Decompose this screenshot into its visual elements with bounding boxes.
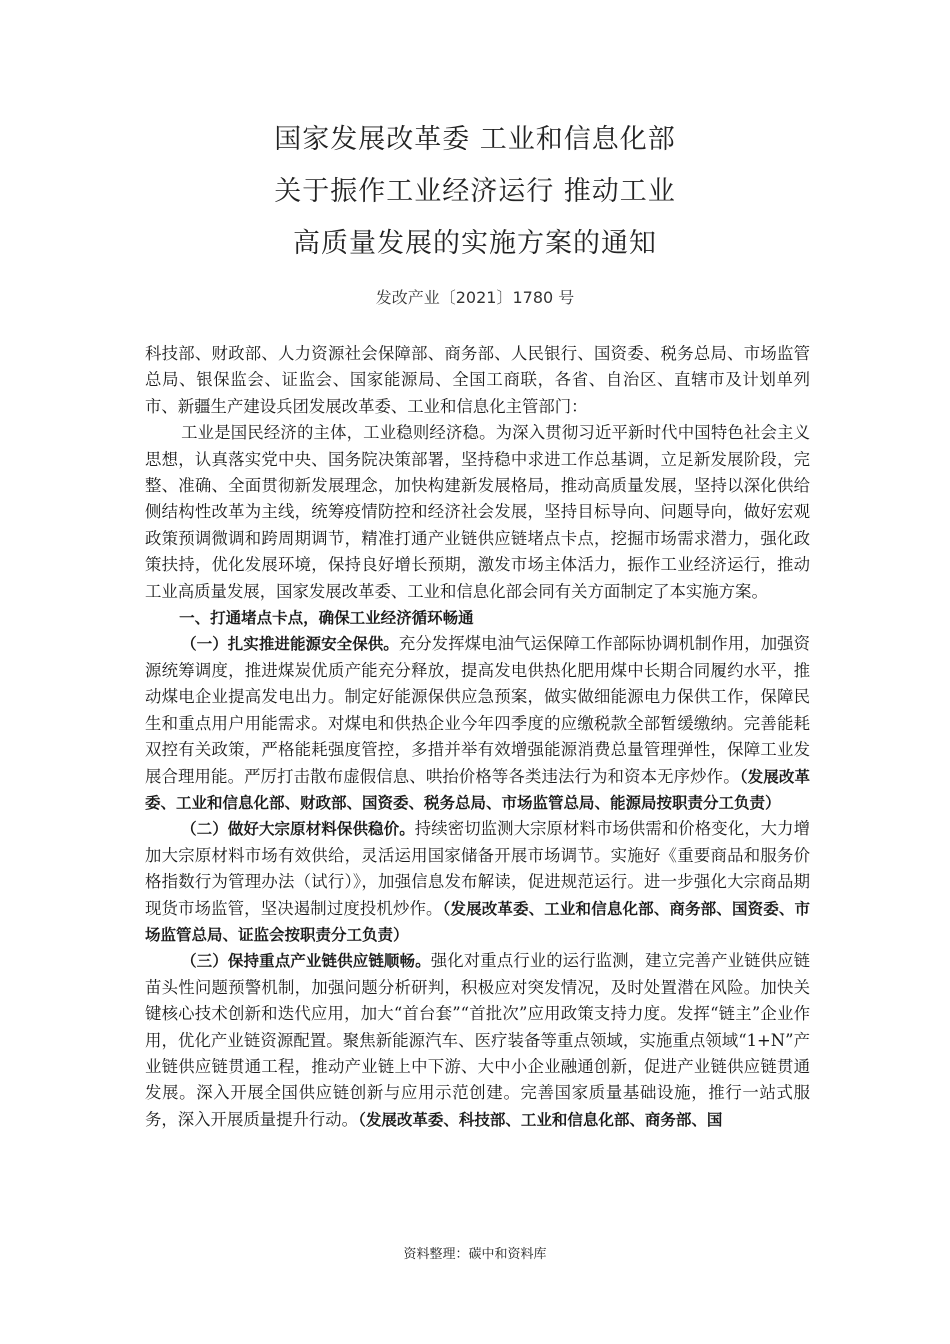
item-3-text: 强化对重点行业的运行监测，建立完善产业链供应链苗头性问题预警机制，加强问题分析研判，积极应对突发情况，及时处置潜在风险。加快关键核心技术创新和迭代应用，加大“首台套”“首批次”应用政策支持力度。发挥“链主”企业作用，优化产业链资源配置。聚焦新能源汽车、医疗装备等重点领域，实施重点领域“1+N”产业链供应链贯通工程，推动产业链上中下游、大中小企业融通创新，促进产业链供应链贯通发展。深入开展全国供应链创新与应用示范创建。完善国家质量基础设施，推行一站式服务，深入开展质量提升行动。 (145, 951, 810, 1129)
item-3-paragraph (145, 948, 810, 1133)
recipients-paragraph: 科技部、财政部、人力资源社会保障部、商务部、人民银行、国资委、税务总局、市场监管总局、银保监会、证监会、国家能源局、全国工商联，各省、自治区、直辖市及计划单列市、新疆生产建设兵团发展改革委、工业和信息化主管部门： (145, 344, 810, 416)
document-number: 发改产业〔2021〕1780 号 (375, 288, 575, 307)
item-1-responsibility: （发展改革委、工业和信息化部、财政部、国资委、税务总局、市场监管总局、能源局按职责分工负责） (145, 767, 810, 812)
section-1-heading: 一、打通堵点卡点，确保工业经济循环畅通 (179, 609, 474, 628)
item-1-lead: （一）扎实推进能源安全保供。 (181, 635, 399, 654)
item-1-paragraph (145, 631, 810, 816)
item-2-responsibility: （发展改革委、工业和信息化部、商务部、国资委、市场监管总局、证监会按职责分工负责） (145, 899, 810, 944)
item-1-text: 充分发挥煤电油气运保障工作部际协调机制作用，加强资源统筹调度，推进煤炭优质产能充分释放，提高发电供热化肥用煤中长期合同履约水平，推动煤电企业提高发电出力。制定好能源保供应急预案，做实做细能源电力保供工作，保障民生和重点用户用能需求。对煤电和供热企业今年四季度的应缴税款全部暂缓缴纳。完善能耗双控有关政策，严格能耗强度管控，多措并举有效增强能源消费总量管理弹性，保障工业发展合理用能。严厉打击散布虚假信息、哄抬价格等各类违法行为和资本无序炒作。 (145, 634, 810, 786)
item-3-responsibility: （发展改革委、科技部、工业和信息化部、商务部、国 (358, 1110, 723, 1129)
title-line-3: 高质量发展的实施方案的通知 (293, 228, 657, 259)
item-2-text: 持续密切监测大宗原材料市场供需和价格变化，大力增加大宗原材料市场有效供给，灵活运用国家储备开展市场调节。实施好《重要商品和服务价格指数行为管理办法（试行）》，加强信息发布解读，促进规范运行。进一步强化大宗商品期现货市场监管，坚决遏制过度投机炒作。 (145, 819, 810, 918)
page-footer: 资料整理：碳中和资料库 (403, 1247, 547, 1262)
intro-paragraph: 工业是国民经济的主体，工业稳则经济稳。为深入贯彻习近平新时代中国特色社会主义思想，认真落实党中央、国务院决策部署，坚持稳中求进工作总基调，立足新发展阶段，完整、准确、全面贯彻新发展理念，加快构建新发展格局，推动高质量发展，坚持以深化供给侧结构性改革为主线，统筹疫情防控和经济社会发展，坚持目标导向、问题导向，做好宏观政策预调微调和跨周期调节，精准打通产业链供应链堵点卡点，挖掘市场需求潜力，强化政策扶持，优化发展环境，保持良好增长预期，激发市场主体活力，振作工业经济运行，推动工业高质量发展，国家发展改革委、工业和信息化部会同有关方面制定了本实施方案。 (145, 423, 810, 601)
document-body (145, 341, 810, 1133)
item-2-paragraph (145, 816, 810, 948)
item-3-lead: （三）保持重点产业链供应链顺畅。 (181, 952, 431, 971)
item-2-lead: （二）做好大宗原材料保供稳价。 (181, 820, 415, 839)
title-line-2: 关于振作工业经济运行 推动工业 (274, 176, 676, 207)
title-line-1: 国家发展改革委 工业和信息化部 (274, 124, 676, 155)
